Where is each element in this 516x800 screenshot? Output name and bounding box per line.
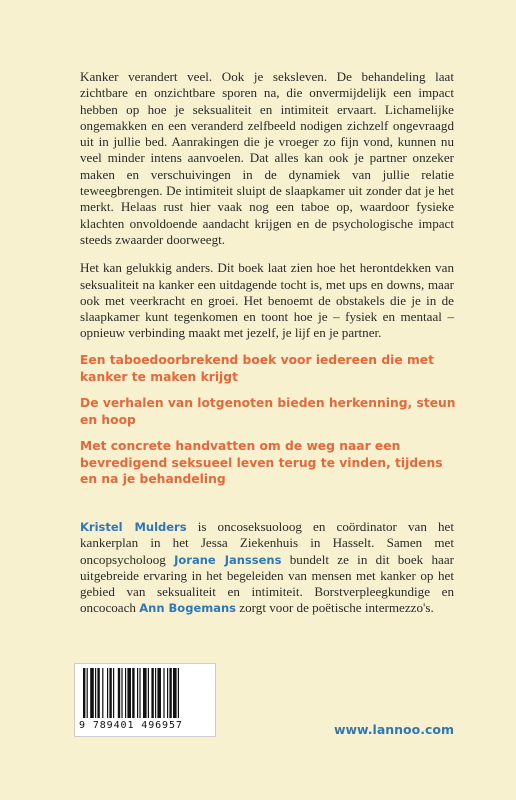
author-name-2: Jorane Janssens	[174, 552, 282, 567]
barcode-digits: 9 789401 496957	[79, 720, 183, 731]
barcode-bar	[87, 668, 88, 718]
barcode-bar	[127, 668, 131, 718]
barcode-bar	[118, 668, 120, 718]
barcode-bar	[178, 668, 179, 718]
barcode-bar	[132, 668, 134, 718]
isbn-barcode	[74, 663, 216, 737]
barcode-bar	[163, 668, 164, 718]
barcode-bar	[151, 668, 153, 718]
barcode-bar	[137, 668, 138, 718]
barcode-bar	[167, 668, 168, 718]
barcode-bar	[97, 668, 99, 718]
barcode-bar	[107, 668, 108, 718]
barcode-bar	[139, 668, 140, 718]
barcode-bar	[95, 668, 96, 718]
barcode-bar	[157, 668, 161, 718]
barcode-bar	[125, 668, 126, 718]
barcode-bar	[109, 668, 111, 718]
author-name-1: Kristel Mulders	[80, 520, 187, 534]
author-bio-text-2: bundelt ze in dit boek haar uitgebreide ervaring in het begeleiden van mensen met kanker op het gebied van seksualiteit en intimiteit. Borstverpleegkundige en oncocoach	[80, 551, 454, 616]
barcode-bar	[143, 668, 147, 718]
author-bio	[80, 519, 454, 617]
highlight-1: Een taboedoorbrekend boek voor iedereen die met kanker te maken krijgt	[80, 353, 434, 384]
barcode-bar	[113, 668, 114, 718]
barcode-bar	[169, 668, 171, 718]
highlight-2: De verhalen van lotgenoten bieden herkenning, steun en hoop	[80, 396, 456, 427]
barcode-bars	[77, 668, 213, 718]
author-bio-text-3: zorgt voor de poëtische intermezzo's.	[236, 600, 434, 616]
barcode-bar	[173, 668, 177, 718]
author-name-3: Ann Bogemans	[139, 601, 237, 616]
intro-paragraph-1: Kanker verandert veel. Ook je seksleven. De behandeling laat zichtbare en onzichtbare sporen na, die onvermijdelijk een impact hebben op hoe je seksualiteit en intimiteit ervaart. Lichamelijke ongemakken en een veranderd zelfbeeld nodigen zichzelf ongevraagd uit in jullie bed. Aanrakingen die je vroeger zo fijn vond, kunnen nu veel minder intens aanvoelen. Dat alles kan ook je partner onzeker maken en verschuivingen in de dynamiek van jullie relatie teweegbrengen. De intimiteit sluipt de slaapkamer uit zonder dat je het merkt. Helaas rust hier vaak nog een taboe op, waardoor fysieke klachten onvoldoende aandacht krijgen en de psychologische impact steeds zwaarder doorweegt.	[80, 69, 454, 247]
author-bio-text-1: is oncoseksuoloog en coördinator van het kankerplan in het Jessa Ziekenhuis in Hasselt. Samen met oncopsycholoog	[80, 519, 454, 567]
highlight-3: Met concrete handvatten om de weg naar een bevredigend seksueel leven terug te vinden, tijdens en na je behandeling	[80, 439, 443, 486]
highlights	[80, 352, 460, 498]
barcode-bar	[102, 668, 103, 718]
intro-text	[80, 69, 454, 354]
barcode-bar	[148, 668, 149, 718]
barcode-bar	[83, 668, 85, 718]
barcode-bar	[121, 668, 122, 718]
publisher-website-link[interactable]: www.lannoo.com	[333, 722, 454, 737]
barcode-bar	[155, 668, 156, 718]
barcode-bar	[90, 668, 94, 718]
intro-paragraph-2: Het kan gelukkig anders. Dit boek laat zien hoe het herontdekken van seksualiteit na kanker een uitdagende tocht is, met ups en downs, maar ook met veerkracht en groei. Het benoemt de obstakels die je in de slaapkamer kunt tegenkomen en toont hoe je – fysiek en mentaal – opnieuw verbinding maakt met jezelf, je lijf en je partner.	[80, 260, 454, 341]
